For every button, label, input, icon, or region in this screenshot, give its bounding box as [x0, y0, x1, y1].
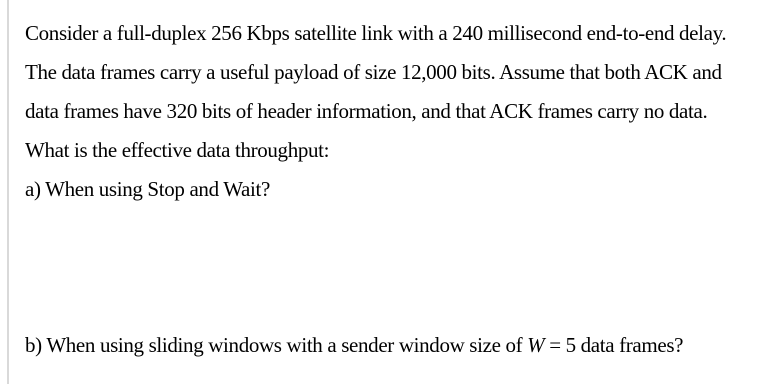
part-a-question: a) When using Stop and Wait?	[25, 177, 270, 201]
question-line-3: data frames have 320 bits of header information, and that ACK frames carry no data.	[25, 99, 708, 123]
left-border	[7, 0, 9, 384]
question-text	[25, 14, 771, 365]
question-line-2: The data frames carry a useful payload of size 12,000 bits. Assume that both ACK and	[25, 60, 722, 84]
part-b-prefix: b) When using sliding windows with a sender window size of	[25, 333, 528, 357]
part-b-question	[25, 326, 771, 365]
part-b-suffix: = 5 data frames?	[544, 333, 684, 357]
question-line-4: What is the effective data throughput:	[25, 138, 330, 162]
question-line-1: Consider a full-duplex 256 Kbps satellite link with a 240 millisecond end-to-end delay.	[25, 21, 727, 45]
window-size-variable: W	[527, 333, 545, 357]
answer-space	[25, 209, 771, 326]
